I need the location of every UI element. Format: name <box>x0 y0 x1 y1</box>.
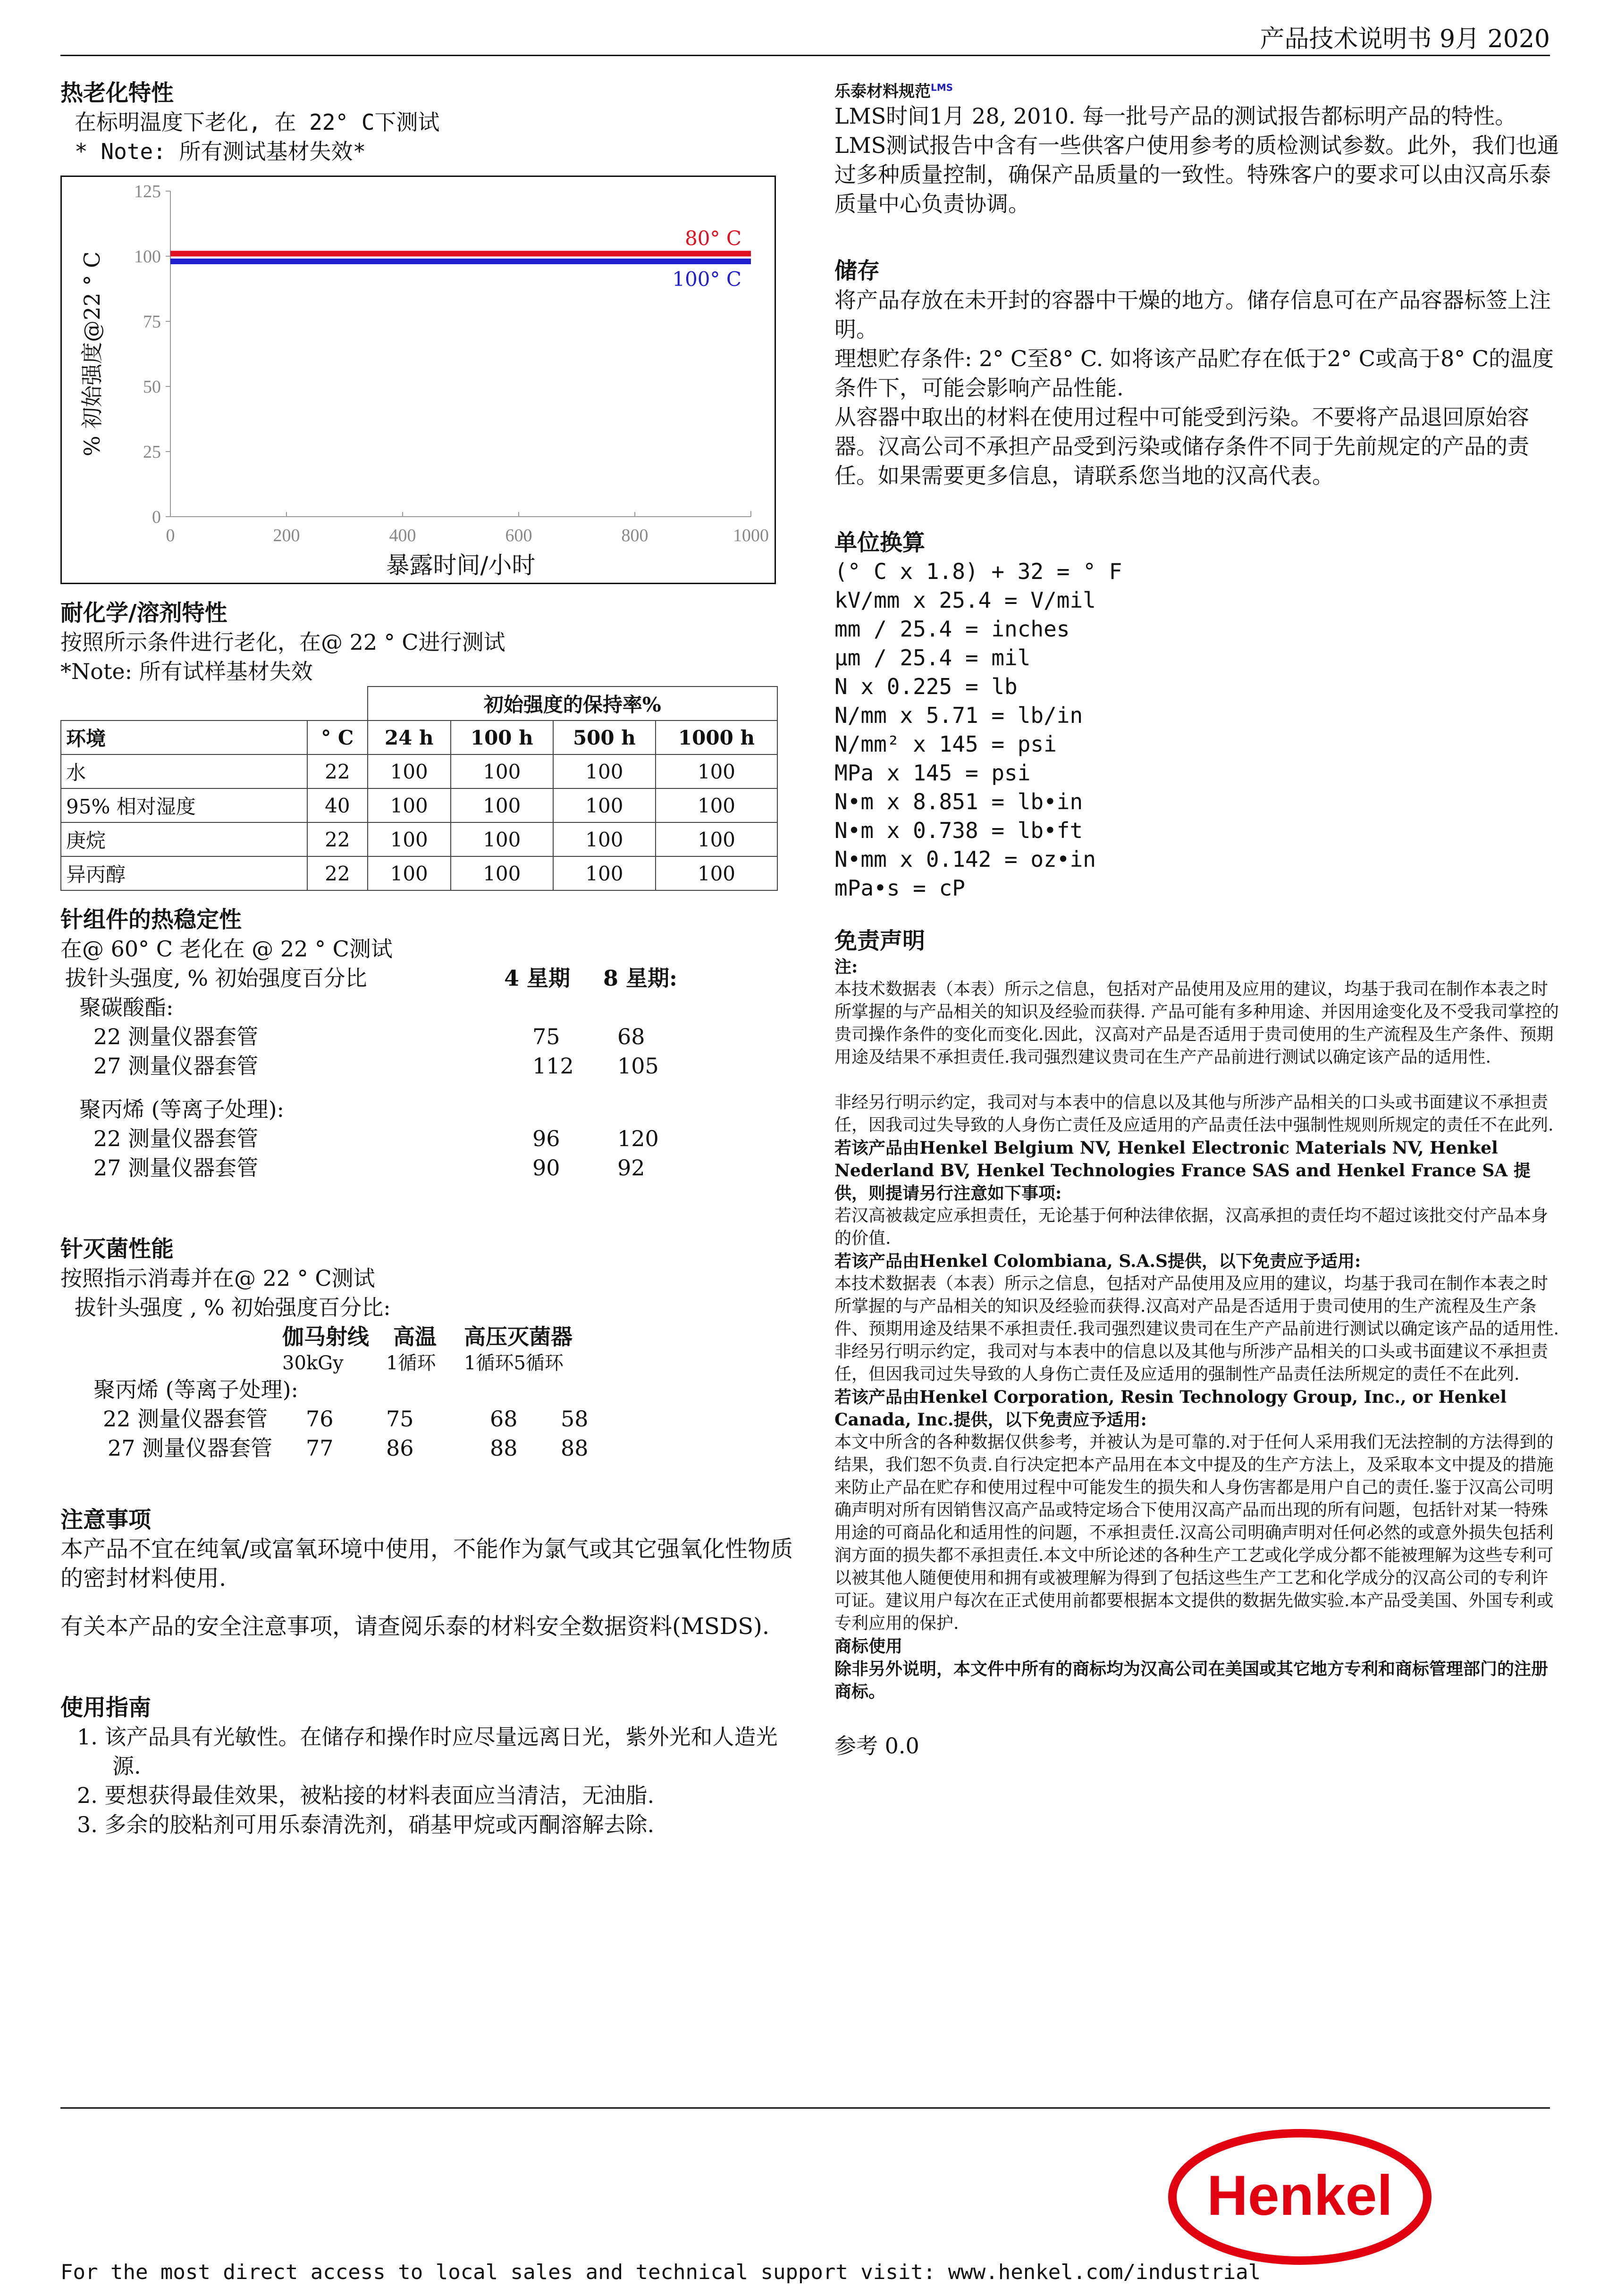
henkel-logo <box>1163 2126 1437 2268</box>
unit-line: mm / 25.4 = inches <box>834 616 1070 642</box>
caution-p2: 有关本产品的安全注意事项，请查阅乐泰的材料安全数据资料(MSDS). <box>60 1613 770 1640</box>
needle-row-v4: 96 <box>532 1126 560 1151</box>
needle-title: 针组件的热稳定性 <box>60 906 242 933</box>
heat-aging-note: * Note: 所有测试基材失效* <box>75 139 366 164</box>
needle-col8: 8 星期: <box>603 965 678 991</box>
unit-line: N x 0.225 = lb <box>834 674 1018 699</box>
series-label-2: 100° C <box>672 268 741 291</box>
chem-line: 按照所示条件进行老化，在@ 22 ° C进行测试 <box>60 629 505 655</box>
disclaimer-p6: 本文中所含的各种数据仅供参考，并被认为是可靠的.对于任何人采用我们无法控制的方法得到的结果，我们恕不负责.自行决定把本产品用在本文中提及的生产方法上，及采取本文中提及的措施来防止产品在贮存和使用过程中可能发生的损失和人身伤害都是用户自己的责任.鉴于汉高公司明确声明对所有因销售汉高产品或特定场合下使用汉高产品而出现的所有问题，包括针对某一特殊用途的可商品化和适用性的问题，不承担责任.汉高公司明确声明对任何必然的或意外损失包括利润方面的损失都不承担责任.本文中所论述的各种生产工艺或化学成分都不能被理解为这些专利可以被其他人随便使用和拥有或被理解为得到了包括这些生产工艺和化学成分的汉高公司的专利许可证。建议用户每次在正式使用前都要根据本文提供的数据先做实验.本产品受美国、外国专利或专利应用的保护. <box>834 1433 1554 1633</box>
steril-s2: 1循环 <box>386 1352 436 1374</box>
x-tick-label: 1000 <box>733 526 769 545</box>
disclaimer-p3: 若汉高被裁定应承担责任，无论基于何种法律依据，汉高承担的责任均不超过该批交付产品本身的价值. <box>834 1206 1549 1248</box>
unit-line: mPa•s = cP <box>834 875 965 901</box>
needle-row <box>60 1051 797 1081</box>
disclaimer-note: 注: <box>834 957 858 977</box>
needle-row-label: 22 测量仪器套管 <box>93 1126 259 1151</box>
table-header: 500 h <box>553 721 656 754</box>
table-cell: 100 <box>451 856 553 890</box>
needle-row-v8: 68 <box>617 1024 645 1049</box>
table-cell: 22 <box>307 754 368 788</box>
storage-p3: 从容器中取出的材料在使用过程中可能受到污染。不要将产品退回原始容器。汉高公司不承担产品受到污染或储存条件不同于先前规定的产品的责任。如果需要更多信息，请联系您当地的汉高代表。 <box>834 404 1529 488</box>
storage-section <box>834 256 1561 490</box>
trademark-text: 除非另外说明，本文件中所有的商标均为汉高公司在美国或其它地方专利和商标管理部门的注册商标。 <box>834 1659 1549 1701</box>
caution-p1: 本产品不宜在纯氧/或富氧环境中使用，不能作为氯气或其它强氧化性物质的密封材料使用. <box>60 1536 793 1592</box>
needle-row-v4: 75 <box>532 1024 560 1049</box>
steril-section <box>60 1234 797 1463</box>
steril-row-v: 76 <box>306 1406 334 1432</box>
steril-row-v: 86 <box>386 1435 414 1461</box>
y-tick-label: 100 <box>134 247 161 267</box>
needle-row-v8: 105 <box>617 1053 659 1079</box>
footer-text: For the most direct access to local sales and technical support visit: www.henkel.com/industrial <box>60 2260 1261 2284</box>
left-column <box>60 78 797 1839</box>
usage-title: 使用指南 <box>60 1694 152 1721</box>
unit-line: N/mm² x 145 = psi <box>834 731 1057 757</box>
needle-col4: 4 星期 <box>504 965 571 991</box>
steril-row-label: 22 测量仪器套管 <box>103 1406 268 1432</box>
header-rule <box>60 55 1550 56</box>
right-column <box>834 78 1561 1760</box>
table-corner <box>61 687 368 721</box>
steril-h3: 高压灭菌器 <box>464 1324 573 1349</box>
steril-row <box>60 1433 797 1463</box>
needle-row-label: 27 测量仪器套管 <box>93 1155 259 1181</box>
table-header: 24 h <box>368 721 451 754</box>
steril-s1: 30kGy <box>282 1352 344 1374</box>
table-cell: 100 <box>553 822 656 856</box>
reference: 参考 0.0 <box>834 1733 919 1759</box>
needle-line2: 拔针头强度, % 初始强度百分比 <box>65 965 367 991</box>
lms-section <box>834 78 1561 218</box>
unit-line: N•m x 0.738 = lb•ft <box>834 818 1083 843</box>
storage-title: 储存 <box>834 258 880 284</box>
needle-row-v8: 120 <box>617 1126 659 1151</box>
lms-title: 乐泰材料规范 <box>834 82 931 101</box>
table-header-row <box>61 721 777 754</box>
logo-text: Henkel <box>1207 2164 1393 2227</box>
disclaimer-b1: 若该产品由Henkel Belgium NV, Henkel Electronic Materials NV, Henkel Nederland BV, Henkel Technologies France SAS and Henkel France SA 提供，则提请另行注意如下事项: <box>834 1138 1531 1203</box>
table-header: 100 h <box>451 721 553 754</box>
table-header: ° C <box>307 721 368 754</box>
table-row <box>61 822 777 856</box>
lms-text: LMS时间1月 28, 2010. 每一批号产品的测试报告都标明产品的特性。LMS测试报告中含有一些供客户使用参考的质检测试参数。此外，我们也通过多种质量控制，确保产品质量的一致性。特殊客户的要求可以由汉高乐泰质量中心负责协调。 <box>834 103 1559 217</box>
unit-line: kV/mm x 25.4 = V/mil <box>834 587 1096 613</box>
table-cell: 100 <box>553 754 656 788</box>
disclaimer-title: 免责声明 <box>834 928 926 954</box>
disclaimer-p2: 非经另行明示约定，我司对与本表中的信息以及其他与所涉产品相关的口头或书面建议不承担责任，因我司过失导致的人身伤亡责任及应适用的产品责任法中强制性规则所规定的责任不在此列. <box>834 1093 1554 1135</box>
table-cell: 100 <box>656 856 777 890</box>
steril-row-v: 58 <box>561 1406 589 1432</box>
caution-section <box>60 1505 797 1641</box>
table-cell: 100 <box>368 788 451 822</box>
steril-row-v: 88 <box>490 1435 518 1461</box>
steril-row-v: 77 <box>306 1435 334 1461</box>
heat-aging-line: 在标明温度下老化, 在 22° C下测试 <box>75 109 440 135</box>
lms-sup: LMS <box>931 82 953 93</box>
y-tick-label: 0 <box>152 507 161 527</box>
needle-row <box>60 1153 797 1182</box>
unit-line: N•mm x 0.142 = oz•in <box>834 846 1096 872</box>
needle-row <box>60 1022 797 1051</box>
table-cell: 庚烷 <box>61 822 307 856</box>
heat-aging-title: 热老化特性 <box>60 80 174 106</box>
henkel-logo-svg <box>1163 2126 1437 2268</box>
unit-line: µm / 25.4 = mil <box>834 645 1031 670</box>
steril-row <box>60 1404 797 1433</box>
needle-row-label: 22 测量仪器套管 <box>93 1024 259 1049</box>
table-cell: 95% 相对湿度 <box>61 788 307 822</box>
x-tick-label: 600 <box>505 526 532 545</box>
page-title: 产品技术说明书 9月 2020 <box>1260 25 1550 53</box>
series-label-1: 80° C <box>685 226 741 250</box>
chem-title: 耐化学/溶剂特性 <box>60 600 227 626</box>
units-section <box>834 528 1561 903</box>
table-cell: 100 <box>368 856 451 890</box>
usage-item: 3. 多余的胶粘剂可用乐泰清洗剂，硝基甲烷或丙酮溶解去除. <box>77 1812 655 1837</box>
table-cell: 22 <box>307 856 368 890</box>
chem-section <box>60 598 797 891</box>
needle-row-v4: 90 <box>532 1155 560 1181</box>
table-cell: 40 <box>307 788 368 822</box>
table-cell: 100 <box>451 754 553 788</box>
table-cell: 100 <box>451 788 553 822</box>
disclaimer-b3: 若该产品由Henkel Corporation, Resin Technology Group, Inc., or Henkel Canada, Inc.提供，以下免责应予适用: <box>834 1387 1507 1430</box>
needle-row-v4: 112 <box>532 1053 574 1079</box>
page-header <box>0 0 1600 57</box>
needle-line1: 在@ 60° C 老化在 @ 22 ° C测试 <box>60 936 393 962</box>
table-row <box>61 856 777 890</box>
unit-line: N/mm x 5.71 = lb/in <box>834 703 1083 728</box>
table-cell: 异丙醇 <box>61 856 307 890</box>
unit-line: MPa x 145 = psi <box>834 760 1031 786</box>
steril-s3: 1循环5循环 <box>464 1352 564 1374</box>
table-cell: 100 <box>656 822 777 856</box>
x-tick-label: 800 <box>621 526 648 545</box>
needle-section <box>60 905 797 1182</box>
lms-title-row <box>834 78 1561 101</box>
table-cell: 100 <box>451 822 553 856</box>
disclaimer-b2: 若该产品由Henkel Colombiana, S.A.S提供，以下免责应予适用: <box>834 1251 1361 1271</box>
steril-row-label: 27 测量仪器套管 <box>108 1435 273 1461</box>
y-tick-label: 25 <box>143 442 161 462</box>
unit-line: (° C x 1.8) + 32 = ° F <box>834 559 1122 584</box>
y-axis-label: % 初始强度@22 ° C <box>79 251 105 457</box>
heat-aging-section <box>60 78 797 584</box>
unit-line: N•m x 8.851 = lb•in <box>834 789 1083 814</box>
table-cell: 100 <box>553 856 656 890</box>
disclaimer-p4: 本技术数据表（本表）所示之信息，包括对产品使用及应用的建议，均基于我司在制作本表之时所掌握的与产品相关的知识及经验而获得.汉高对产品是否适用于贵司使用的生产流程及生产条件、预期用途及结果不承担责任.我司强烈建议贵司在生产产品前进行测试以确定该产品的适用性. <box>834 1274 1559 1339</box>
chem-table <box>60 686 778 891</box>
steril-head-row <box>60 1322 797 1349</box>
caution-title: 注意事项 <box>60 1507 152 1533</box>
needle-group-name: 聚碳酸酯: <box>79 995 174 1020</box>
table-cell: 100 <box>553 788 656 822</box>
storage-p2: 理想贮存条件: 2° C至8° C. 如将该产品贮存在低于2° C或高于8° C的温度条件下，可能会影响产品性能. <box>834 346 1554 401</box>
x-tick-label: 0 <box>166 526 175 545</box>
x-tick-label: 400 <box>389 526 416 545</box>
heat-aging-chart <box>60 176 776 584</box>
usage-section <box>60 1693 797 1839</box>
table-cell: 100 <box>368 754 451 788</box>
chem-note: *Note: 所有试样基材失效 <box>60 659 313 684</box>
steril-h2: 高温 <box>393 1324 437 1349</box>
y-tick-label: 75 <box>143 312 161 332</box>
trademark-title: 商标使用 <box>834 1636 903 1656</box>
y-tick-label: 125 <box>134 182 161 201</box>
steril-row-v: 88 <box>561 1435 589 1461</box>
footer-rule <box>60 2107 1550 2109</box>
disclaimer-p5: 非经另行明示约定，我司对与本表中的信息以及其他与所涉产品相关的口头或书面建议不承担责任，但因我司过失导致的人身伤亡责任及应适用的强制性产品责任法所规定的责任不在此列. <box>834 1342 1549 1384</box>
table-cell: 100 <box>656 754 777 788</box>
x-tick-label: 200 <box>273 526 300 545</box>
table-group-header: 初始强度的保持率% <box>368 687 777 721</box>
steril-sub-row <box>60 1349 797 1375</box>
table-cell: 100 <box>368 822 451 856</box>
needle-line2-row <box>60 964 797 993</box>
table-cell: 水 <box>61 754 307 788</box>
steril-line1: 按照指示消毒并在@ 22 ° C测试 <box>60 1265 375 1291</box>
y-tick-label: 50 <box>143 377 161 397</box>
x-axis-label: 暴露时间/小时 <box>386 552 536 579</box>
steril-row-v: 75 <box>386 1406 414 1432</box>
steril-row-v: 68 <box>490 1406 518 1432</box>
usage-item: 1. 该产品具有光敏性。在储存和操作时应尽量远离日光，紫外光和人造光源. <box>77 1724 778 1779</box>
needle-row-label: 27 测量仪器套管 <box>93 1053 259 1079</box>
table-cell: 100 <box>656 788 777 822</box>
table-header: 1000 h <box>656 721 777 754</box>
disclaimer-p1: 本技术数据表（本表）所示之信息，包括对产品使用及应用的建议，均基于我司在制作本表之时所掌握的与产品相关的知识及经验而获得. 产品可能有多种用途、并因用途变化及不受我司掌控的贵司操作条件的变化而变化.因此，汉高对产品是否适用于贵司使用的生产流程及生产条件、预期用途及结果不承担责任.我司强烈建议贵司在生产产品前进行测试以确定该产品的适用性. <box>834 980 1559 1067</box>
needle-row <box>60 1124 797 1153</box>
steril-title: 针灭菌性能 <box>60 1236 174 1262</box>
units-title: 单位换算 <box>834 529 926 556</box>
needle-row-v8: 92 <box>617 1155 645 1181</box>
steril-line2: 拔针头强度 , % 初始强度百分比: <box>75 1295 391 1320</box>
steril-group: 聚丙烯 (等离子处理): <box>93 1377 299 1402</box>
disclaimer-section <box>834 926 1561 1703</box>
steril-h1: 伽马射线 <box>282 1324 369 1349</box>
table-row <box>61 754 777 788</box>
needle-group-name: 聚丙烯 (等离子处理): <box>79 1097 285 1122</box>
table-row <box>61 788 777 822</box>
storage-p1: 将产品存放在未开封的容器中干燥的地方。储存信息可在产品容器标签上注明。 <box>834 287 1551 342</box>
usage-item: 2. 要想获得最佳效果，被粘接的材料表面应当清洁，无油脂. <box>77 1783 655 1808</box>
table-header: 环境 <box>61 721 307 754</box>
table-cell: 22 <box>307 822 368 856</box>
chart-svg <box>62 177 775 583</box>
